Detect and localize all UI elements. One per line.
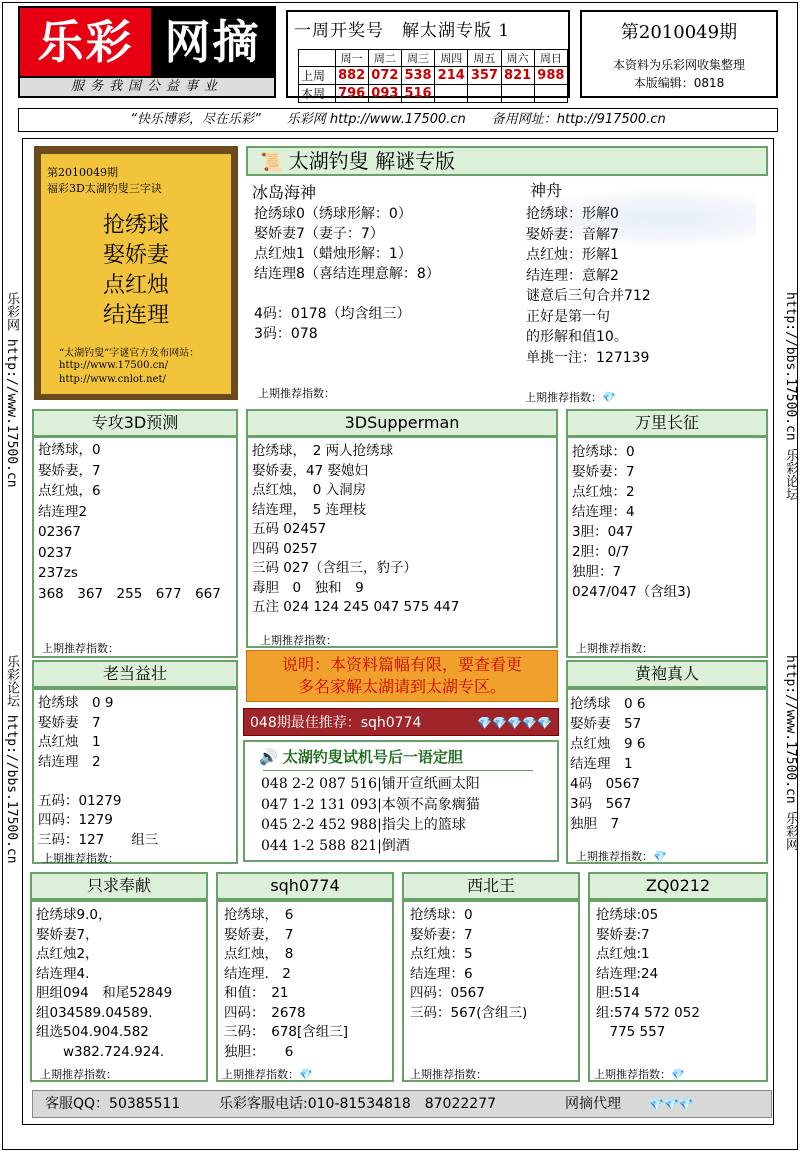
rec-label: 上期推荐指数： <box>40 1068 117 1081</box>
trial-row: 048 2-2 087 516|铺开宣纸画太阳 <box>261 776 480 792</box>
panel-header: 专攻3D预测 <box>32 409 238 437</box>
panel-wanli <box>566 436 768 658</box>
rec-row: 上期推荐指数：💎 <box>576 850 667 863</box>
ad-issue: 第2010049期 <box>47 166 118 179</box>
taihu-right-name: 神舟 <box>530 181 563 200</box>
taihu-ad-block <box>34 146 238 400</box>
scroll-icon: 📜 <box>260 152 283 173</box>
taihu-right-body: 抢绣球：形解0 娶娇妻：音解7 点红烛：形解1 结连理：意解2 谜意后三句合并712 正好是第一句 的形解和值10。 单挑一注：127139 <box>526 206 651 366</box>
draw-number: 882 <box>335 67 368 85</box>
taihu-left-rec: 上期推荐指数： <box>258 387 335 400</box>
taihu-title: 太湖钓叟 解谜专版 <box>288 149 456 173</box>
trial-row: 047 1-2 131 093|本领不高象瘸猫 <box>261 796 480 813</box>
draw-number: 516 <box>401 85 434 103</box>
panel-sqh <box>216 900 394 1082</box>
ad-site-note: “太湖钓叟”字谜官方发布网站： <box>59 348 200 359</box>
draw-number <box>534 85 567 103</box>
note-box <box>246 650 558 702</box>
rec-row: 上期推荐指数：💎 <box>594 1068 685 1081</box>
logo <box>18 6 276 98</box>
draw-number: 093 <box>368 85 401 103</box>
panel-header: 3DSupperman <box>246 409 558 437</box>
day-header: 周三 <box>401 50 434 67</box>
ad-subtitle: 福彩3D太湖钓叟三字诀 <box>47 182 162 195</box>
draw-table <box>298 49 568 103</box>
panel-header: 老当益壮 <box>32 660 238 688</box>
panel-body: 抢绣球， 6 娶娇妻， 7 点红烛， 8 结连理. 2 和值： 21 四码： 2678 三码： 678[含组三] 独胆： 6 <box>224 907 349 1060</box>
day-header: 周一 <box>335 50 368 67</box>
taihu-left-name: 冰岛海神 <box>252 183 317 202</box>
draw-number: 214 <box>435 67 468 85</box>
ad-word: 娶娇妻 <box>102 243 169 268</box>
panel-huangpao <box>566 688 768 864</box>
panel-header: sqh0774 <box>216 872 394 900</box>
draw-number <box>435 85 468 103</box>
draw-results-box <box>286 10 570 101</box>
side-left-bottom[interactable]: 乐彩论坛 http://bbs.17500.cn <box>4 655 19 864</box>
speaker-icon: 🔊 <box>259 748 278 766</box>
draw-number: 538 <box>401 67 434 85</box>
rec-label: 上期推荐指数： <box>576 642 653 655</box>
trial-title: 太湖钓叟试机号后一语定胆 <box>282 748 463 766</box>
panel-body: 抢绣球：0 娶娇妻：7 点红烛：5 结连理：6 四码：0567 三码：567(含组三) <box>410 907 528 1021</box>
draw-number: 821 <box>501 67 534 85</box>
ad-url[interactable]: http://www.17500.cn/ <box>59 360 169 371</box>
rec-row: 上期推荐指数：💎 <box>222 1068 313 1081</box>
last-week-label: 上周 <box>299 67 336 85</box>
panel-header: 黄袍真人 <box>566 660 768 688</box>
slogan-bar[interactable]: “快乐博彩，尽在乐彩” 乐彩网 http://www.17500.cn 备用网址：http://917500.cn <box>18 108 778 132</box>
taihu-left-body: 抢绣球0（绣球形解：0） 娶娇妻7（妻子：7） 点红烛1（蜡烛形解：1） 结连理8（喜结连理意解：8） 4码：0178（均含组三） 3码：078 <box>254 206 440 342</box>
draw-number: 988 <box>534 67 567 85</box>
panel-header: 只求奉献 <box>30 872 208 900</box>
taihu-header <box>246 146 768 176</box>
logo-slogan: 服务我国公益事业 <box>20 76 274 96</box>
day-header: 周日 <box>534 50 567 67</box>
side-left-top[interactable]: 乐彩网 http://www.17500.cn <box>4 292 19 488</box>
panel-header: 西北王 <box>402 872 580 900</box>
day-header: 周五 <box>468 50 501 67</box>
draw-number <box>501 85 534 103</box>
logo-text-b: 网摘 <box>151 8 274 76</box>
diamond-icon: 💎 <box>671 1068 685 1081</box>
diamond-icon: 💎💎💎 <box>649 1097 694 1111</box>
taihu-right-rec: 上期推荐指数：💎 <box>525 391 616 404</box>
ad-word: 抢绣球 <box>102 213 169 238</box>
ad-word: 点红烛 <box>102 273 169 298</box>
panel-header: 万里长征 <box>566 409 768 437</box>
footer-qq[interactable]: 客服QQ：50385511 <box>45 1096 181 1112</box>
panel-zhuan <box>32 436 238 658</box>
issue-number: 第2010049期 <box>620 22 738 43</box>
diamond-icon: 💎 <box>299 1068 313 1081</box>
side-right-top[interactable]: http://bbs.17500.cn 乐彩论坛 <box>783 292 798 501</box>
footer-phone: 乐彩客服电话:010-81534818 87022277 <box>219 1096 497 1112</box>
draw-number <box>468 85 501 103</box>
note-text: 说明：本资料篇幅有限，要查看更 多名家解太湖请到太湖专区。 <box>281 655 522 696</box>
day-header: 周二 <box>368 50 401 67</box>
side-right-bottom[interactable]: http://www.17500.cn 乐彩网 <box>783 655 798 851</box>
panel-super <box>246 436 558 648</box>
trial-title-row <box>259 746 463 767</box>
rec-label: 上期推荐指数： <box>42 852 119 865</box>
trial-rows <box>261 774 480 856</box>
draw-title: 一周开奖号 解太湖专版 1 <box>294 21 511 41</box>
draw-number: 072 <box>368 67 401 85</box>
diamond-icon: 💎 <box>653 850 667 863</box>
editor: 本版编辑：0818 <box>633 76 725 90</box>
trial-row: 044 1-2 588 821|倒酒 <box>261 837 410 854</box>
panel-body: 抢绣球：0 娶娇妻：7 点红烛：2 结连理：4 3胆：047 2胆：0/7 独胆：7 0247/047（含组3) <box>572 444 692 600</box>
panel-body: 抢绣球，0 娶娇妻，7 点红烛，6 结连理2 02367 0237 237zs 368 367 255 677 667 <box>38 442 221 602</box>
footer-bar <box>32 1090 772 1118</box>
best-label: 048期最佳推荐：sqh0774 <box>250 715 422 731</box>
rec-label: 上期推荐指数： <box>260 634 337 647</box>
panel-zq <box>588 900 768 1082</box>
rec-label: 上期推荐指数： <box>410 1068 487 1081</box>
day-header: 周四 <box>435 50 468 67</box>
draw-number: 796 <box>335 85 368 103</box>
trial-box <box>243 740 559 862</box>
ad-word: 结连理 <box>102 303 169 328</box>
panel-body: 抢绣球9.0， 娶娇妻7， 点红烛2， 结连理4. 胆组094 和尾52849 组034589.04589. 组选504.904.582 w382.724.924. <box>36 907 173 1060</box>
ad-url[interactable]: http://www.cnlot.net/ <box>59 374 166 385</box>
panel-body: 抢绣球 0 6 娶娇妻 57 点红烛 9 6 结连理 1 4码 0567 3码 567 独胆 7 <box>570 696 646 832</box>
panel-body: 抢绣球:05 娶娇妻:7 点红烛:1 结连理:24 胆:514 组:574 572 052 775 557 <box>596 907 700 1040</box>
logo-text-a: 乐彩 <box>20 8 151 76</box>
diamond-icon: 💎 <box>602 391 616 404</box>
panel-body: 抢绣球， 2 两人抢绣球 娶娇妻，47 娶媳妇 点红烛， 0 入洞房 结连理， 5 连理枝 五码 02457 四码 0257 三码 027（含组三，豹子） 毒胆 0 独和 9 五注 024 124 245 047 575 447 <box>252 443 460 615</box>
rec-label: 上期推荐指数： <box>42 642 119 655</box>
day-header: 周六 <box>501 50 534 67</box>
best-recommend-bar[interactable] <box>243 708 559 736</box>
footer-agent[interactable]: 网摘代理 <box>565 1096 621 1112</box>
issue-note: 本资料为乐彩网收集整理 <box>612 58 745 72</box>
this-week-label: 本周 <box>299 85 336 103</box>
panel-header: ZQ0212 <box>588 872 768 900</box>
panel-zhiqiu <box>30 900 208 1082</box>
panel-laodang <box>32 688 238 864</box>
issue-box <box>580 10 778 98</box>
panel-body: 抢绣球 0 9 娶娇妻 7 点红烛 1 结连理 2 五码：01279 四码：1279 三码：127 组三 <box>38 695 159 848</box>
panel-xibei <box>402 900 580 1082</box>
draw-number: 357 <box>468 67 501 85</box>
diamond-icon: 💎💎💎💎💎 <box>477 716 552 730</box>
trial-row: 045 2-2 452 988|指尖上的篮球 <box>261 817 466 833</box>
divider <box>263 770 533 771</box>
